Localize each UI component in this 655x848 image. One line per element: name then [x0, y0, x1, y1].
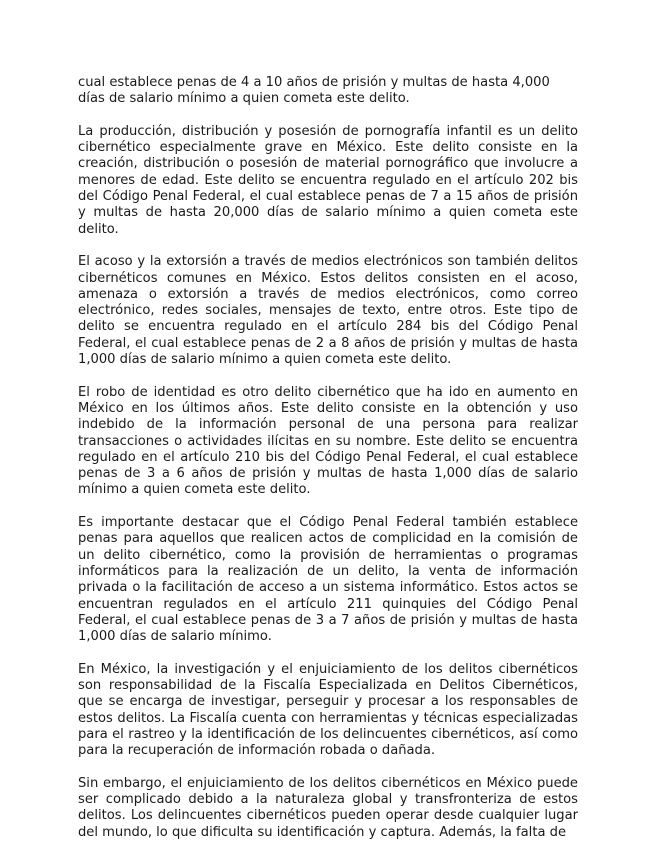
- paragraph-penalties-continuation: cual establece penas de 4 a 10 años de prisión y multas de hasta 4,000 días de salario mínimo a quien cometa este delito.: [78, 75, 550, 107]
- paragraph-child-pornography: La producción, distribución y posesión de pornografía infantil es un delito cibernético especialmente grave en México. Este delito consiste en la creación, distribución o posesión de material pornográfico que involucre a menores de edad. Este delito se encuentra regulado en el artículo 202 bis del Código Penal Federal, el cual establece penas de 7 a 15 años de prisión y multas de hasta 20,000 días de salario mínimo a quien cometa este delito.: [78, 123, 578, 237]
- paragraph-prosecution-difficulty: Sin embargo, el enjuiciamiento de los delitos cibernéticos en México puede ser complicado debido a la naturaleza global y transfronteriza de estos delitos. Los delincuentes cibernéticos pueden operar desde cualquier lugar del mundo, lo que dificulta su identificación y captura. Además, la falta de: [78, 775, 578, 840]
- paragraph-harassment-extortion: El acoso y la extorsión a través de medios electrónicos son también delitos cibernéticos comunes en México. Estos delitos consisten en el acoso, amenaza o extorsión a través de medios electrónicos, como correo electrónico, redes sociales, mensajes de texto, entre otros. Este tipo de delito se encuentra regulado en el artículo 284 bis del Código Penal Federal, el cual establece penas de 2 a 8 años de prisión y multas de hasta 1,000 días de salario mínimo a quien cometa este delito.: [78, 254, 578, 368]
- paragraph-investigation: En México, la investigación y el enjuiciamiento de los delitos cibernéticos son responsabilidad de la Fiscalía Especializada en Delitos Cibernéticos, que se encarga de investigar, perseguir y procesar a los responsables de estos delitos. La Fiscalía cuenta con herramientas y técnicas especializadas para el rastreo y la identificación de los delincuentes cibernéticos, así como para la recuperación de información robada o dañada.: [78, 661, 578, 759]
- document-body: [78, 75, 578, 841]
- paragraph-identity-theft: El robo de identidad es otro delito cibernético que ha ido en aumento en México en los últimos años. Este delito consiste en la obtención y uso indebido de la información personal de una persona para realizar transacciones o actividades ilícitas en su nombre. Este delito se encuentra regulado en el artículo 210 bis del Código Penal Federal, el cual establece penas de 3 a 6 años de prisión y multas de hasta 1,000 días de salario mínimo a quien cometa este delito.: [78, 384, 578, 498]
- paragraph-complicity: Es importante destacar que el Código Penal Federal también establece penas para aquellos que realicen actos de complicidad en la comisión de un delito cibernético, como la provisión de herramientas o programas informáticos para la realización de un delito, la venta de información privada o la facilitación de acceso a un sistema informático. Estos actos se encuentran regulados en el artículo 211 quinquies del Código Penal Federal, el cual establece penas de 3 a 7 años de prisión y multas de hasta 1,000 días de salario mínimo.: [78, 515, 578, 645]
